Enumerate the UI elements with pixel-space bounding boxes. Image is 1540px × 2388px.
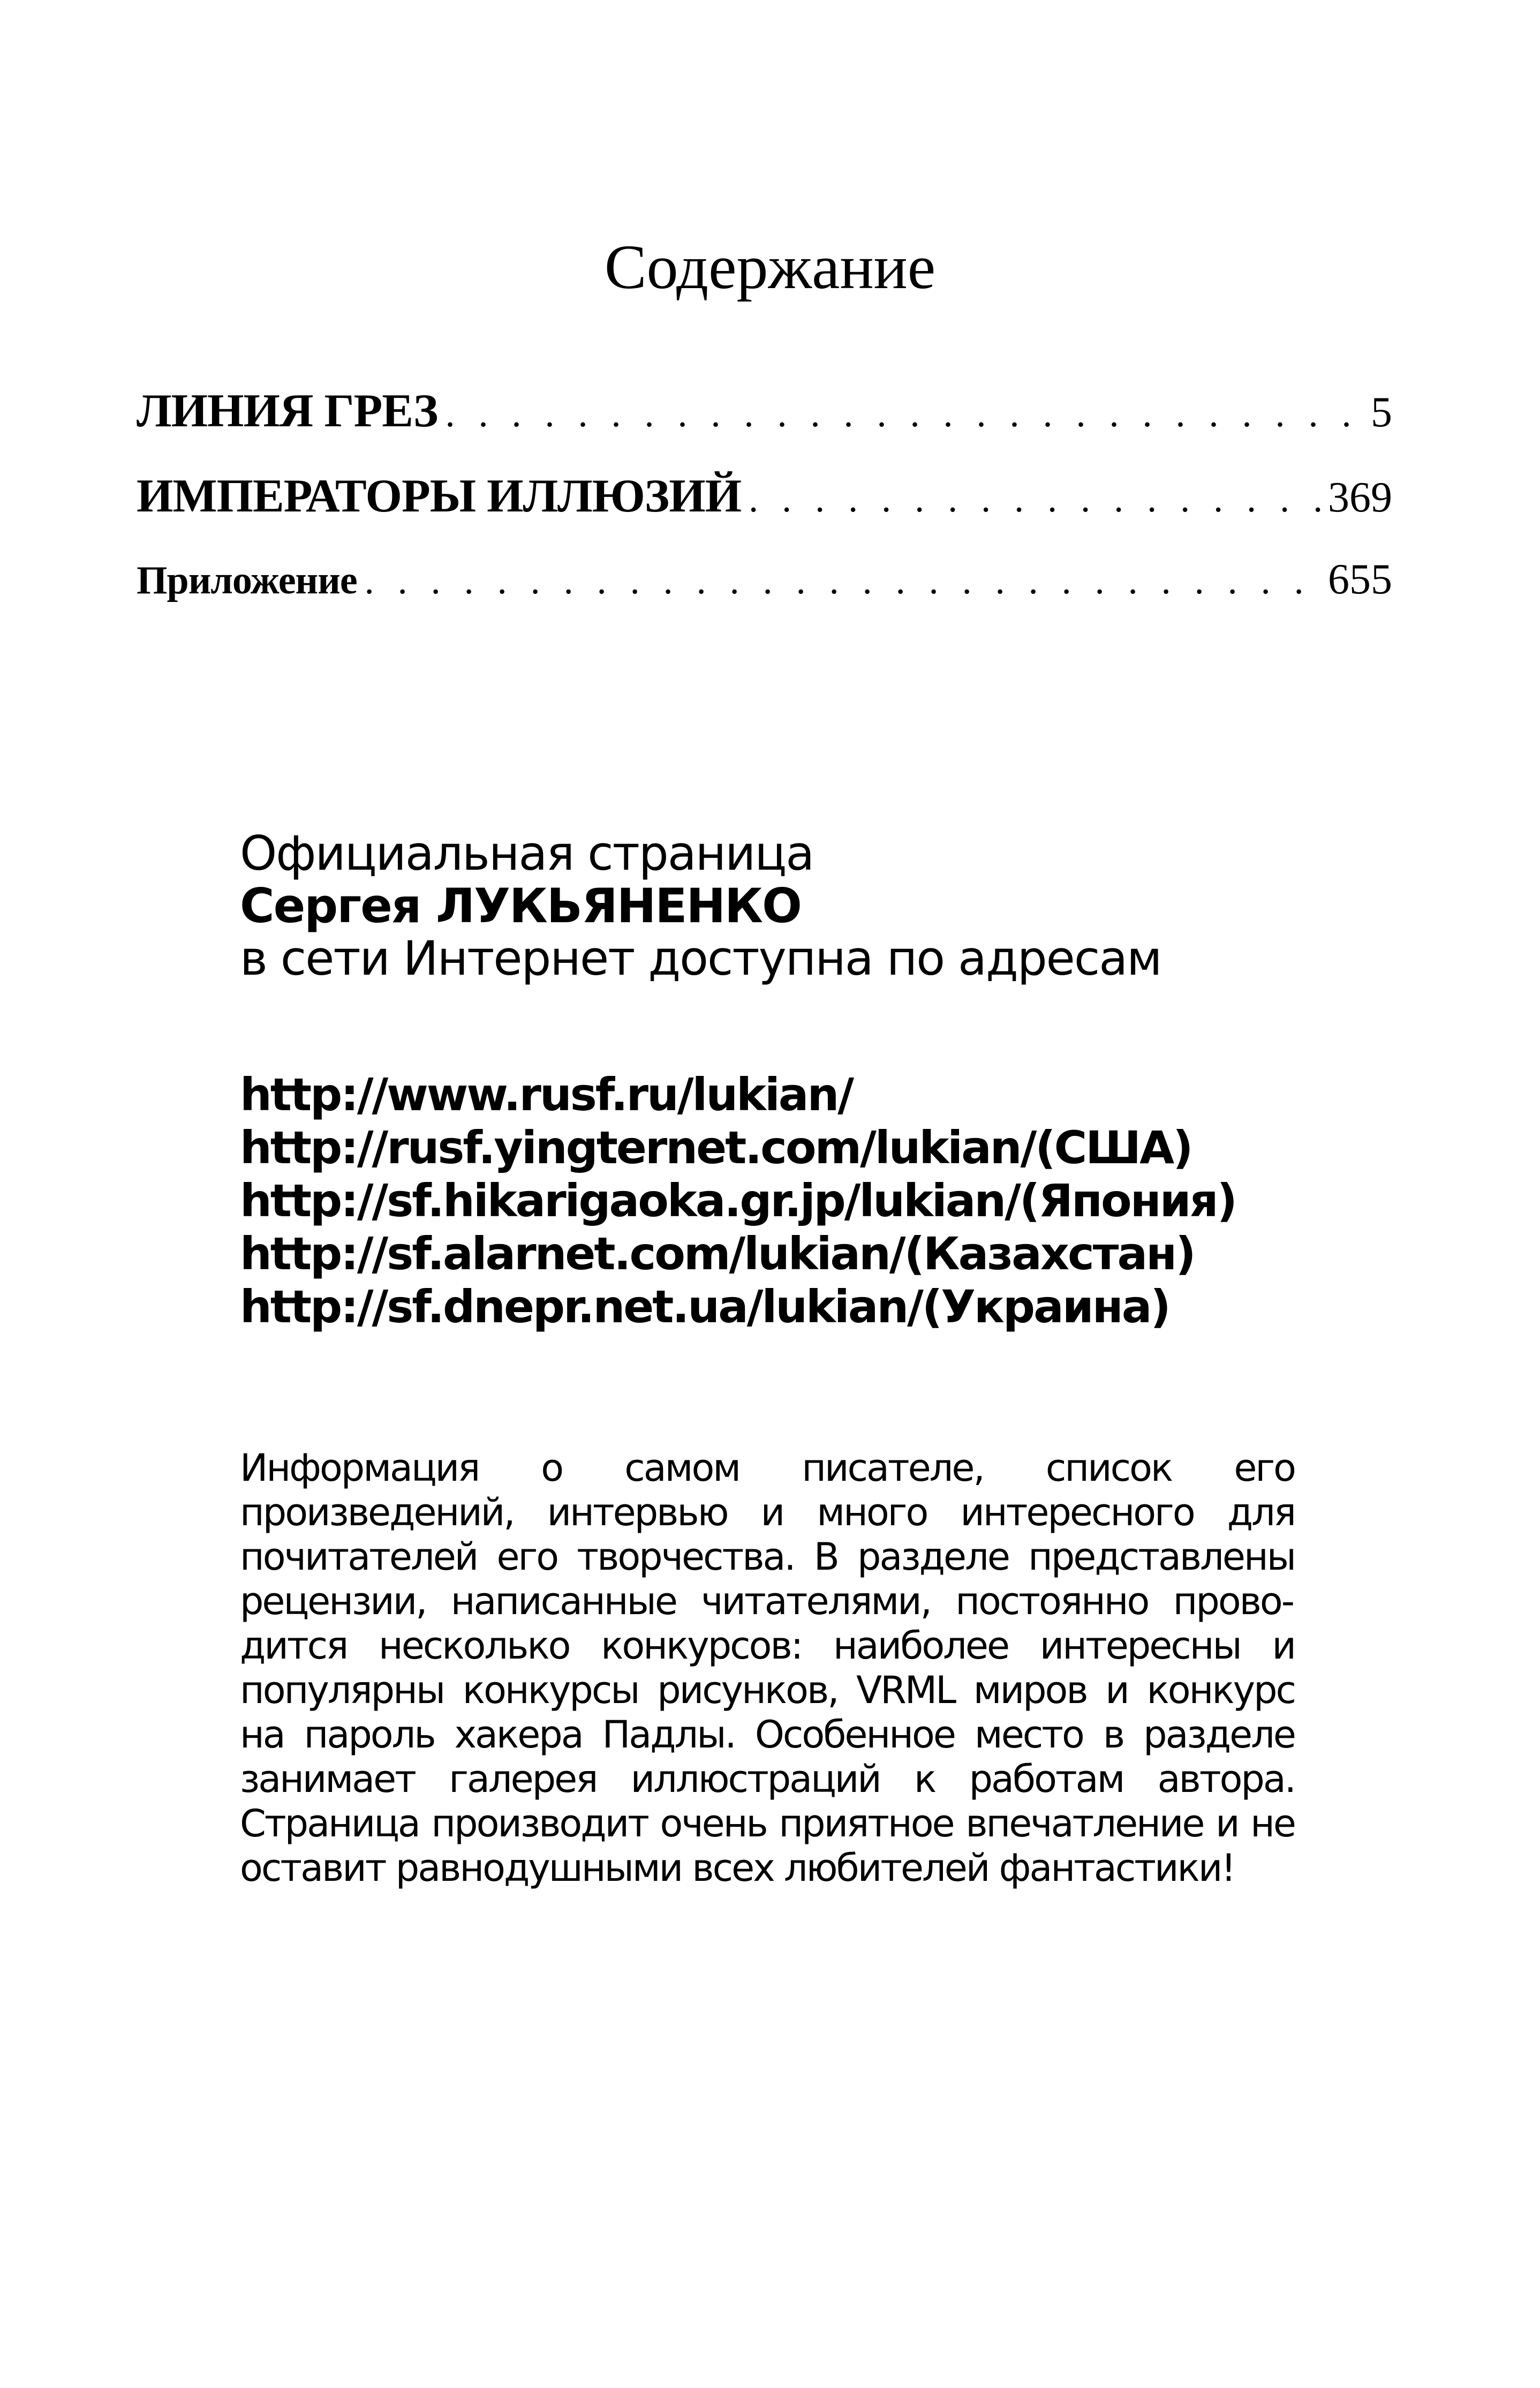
official-page-line: Официальная страница — [240, 826, 814, 881]
dot-leader — [365, 561, 1320, 600]
dot-leader — [749, 479, 1320, 518]
link-japan[interactable]: http://sf.hikarigaoka.gr.jp/lukian/(Япония) — [240, 1174, 1236, 1227]
toc-entry-appendix[interactable] — [137, 556, 1392, 603]
toc-entry-title: ЛИНИЯ ГРЕЗ — [137, 385, 438, 437]
author-name: Сергея ЛУКЬЯНЕНКО — [240, 878, 801, 933]
link-ukraine[interactable]: http://sf.dnepr.net.ua/lukian/(Украина) — [240, 1280, 1169, 1333]
toc-entry-page: 369 — [1328, 473, 1392, 521]
page-title: Содержание — [604, 232, 936, 302]
toc-entry-page: 655 — [1328, 555, 1392, 603]
link-kazakhstan[interactable]: http://sf.alarnet.com/lukian/(Казахстан) — [240, 1227, 1195, 1280]
toc-entry-page: 5 — [1371, 389, 1392, 436]
site-description: Информация о самом писателе, список его произведений, интервью и много интересного для почитателей его творчества. В разделе представлены рецензии, написанные читателями, постоянно проводится несколько конкурсов: наиболее интересны и популярны конкурсы рисунков, VRML миров и конкурс на пароль хакера Падлы. Особенное место в разделе занимает галерея иллюстраций к работам автора. Страница производит очень приятное впечатление и не оставит равнодушными всех любителей фантастики! — [240, 1446, 1295, 1890]
toc-entry-emperors-of-illusions[interactable] — [137, 471, 1392, 523]
dot-leader — [445, 394, 1363, 433]
link-usa[interactable]: http://rusf.yingternet.com/lukian/(США) — [240, 1121, 1192, 1174]
link-rusf[interactable]: http://www.rusf.ru/lukian/ — [240, 1068, 852, 1121]
website-links — [240, 1068, 1236, 1334]
official-page-availability: в сети Интернет доступна по адресам — [240, 931, 1161, 986]
table-of-contents — [137, 386, 1392, 636]
toc-entry-title: Приложение — [137, 558, 357, 602]
official-page-heading — [240, 827, 1161, 985]
toc-entry-title: ИМПЕРАТОРЫ ИЛЛЮЗИЙ — [137, 470, 742, 522]
toc-entry-line-of-dreams[interactable] — [137, 386, 1392, 438]
